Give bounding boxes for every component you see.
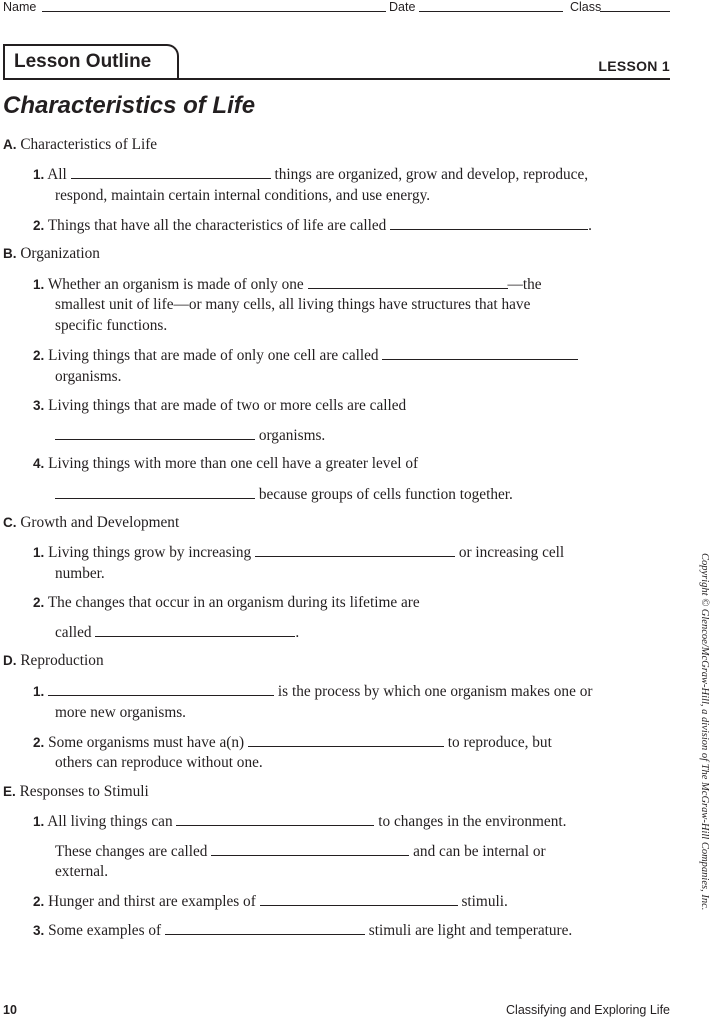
date-label: Date (389, 0, 416, 14)
class-label: Class (570, 0, 602, 14)
item-c2-cont: called . (55, 624, 300, 641)
item-b2: 2. Living things that are made of only one cell are called (33, 345, 578, 366)
banner-rule (3, 78, 670, 80)
lesson-outline-tab (3, 44, 179, 78)
section-c-heading: C. Growth and Development (3, 514, 180, 531)
date-field[interactable] (419, 11, 563, 12)
blank-d2[interactable] (248, 732, 444, 747)
item-b3: 3. Living things that are made of two or more cells are called (33, 397, 407, 414)
item-a1: 1. All things are organized, grow and develop, reproduce, (33, 166, 589, 183)
blank-b4[interactable] (55, 484, 255, 499)
section-b-heading: B. Organization (3, 245, 100, 262)
item-e1: 1. All living things can to changes in the environment. (33, 813, 567, 830)
lesson-outline-label: Lesson Outline (14, 51, 152, 72)
item-c1: 1. Living things grow by increasing or increasing cell (33, 544, 565, 561)
blank-e1a[interactable] (176, 811, 374, 826)
item-a1-cont: respond, maintain certain internal conditions, and use energy. (55, 187, 431, 204)
item-b1-cont2: specific functions. (55, 317, 168, 334)
name-field[interactable] (42, 11, 386, 12)
item-e2: 2. Hunger and thirst are examples of stimuli. (33, 893, 508, 910)
item-e1-cont2: external. (55, 863, 109, 880)
blank-e1b[interactable] (211, 841, 409, 856)
item-d1-cont: more new organisms. (55, 704, 186, 721)
item-b3-cont: organisms. (55, 425, 325, 446)
page-number: 10 (3, 1003, 17, 1017)
item-d1: 1. is the process by which one organism makes one or (33, 683, 593, 700)
item-b2-cont: organisms. (55, 368, 122, 385)
blank-c1[interactable] (255, 542, 455, 557)
item-b4-cont: because groups of cells function together. (55, 484, 513, 505)
book-title: Classifying and Exploring Life (506, 1003, 670, 1017)
section-a-heading: A. Characteristics of Life (3, 136, 158, 153)
item-c2: 2. The changes that occur in an organism during its lifetime are (33, 594, 420, 611)
section-e-heading: E. Responses to Stimuli (3, 783, 149, 800)
item-d2-cont: others can reproduce without one. (55, 754, 263, 771)
blank-a1[interactable] (71, 164, 271, 179)
copyright-notice: Copyright © Glencoe/McGraw-Hill, a division of The McGraw-Hill Companies, Inc. (699, 553, 710, 911)
item-d2: 2. Some organisms must have a(n) to reproduce, but (33, 734, 552, 751)
item-b4: 4. Living things with more than one cell have a greater level of (33, 455, 419, 472)
blank-b2[interactable] (382, 345, 578, 360)
blank-e3[interactable] (165, 920, 365, 935)
item-b1: 1. Whether an organism is made of only one —the (33, 276, 542, 293)
blank-a2[interactable] (390, 215, 588, 230)
name-label: Name (3, 0, 37, 14)
blank-e2[interactable] (260, 891, 458, 906)
item-e1-cont: These changes are called and can be internal or (55, 843, 546, 860)
lesson-number: LESSON 1 (598, 58, 670, 74)
blank-c2[interactable] (95, 622, 295, 637)
blank-b1[interactable] (308, 274, 508, 289)
page-title: Characteristics of Life (3, 92, 256, 119)
blank-d1[interactable] (48, 681, 274, 696)
blank-b3[interactable] (55, 425, 255, 440)
item-c1-cont: number. (55, 565, 105, 582)
item-e3: 3. Some examples of stimuli are light and temperature. (33, 922, 573, 939)
item-b1-cont: smallest unit of life—or many cells, all living things have structures that have (55, 296, 531, 313)
item-a2: 2. Things that have all the characteristics of life are called . (33, 217, 592, 234)
section-d-heading: D. Reproduction (3, 652, 104, 669)
class-field[interactable] (600, 11, 670, 12)
